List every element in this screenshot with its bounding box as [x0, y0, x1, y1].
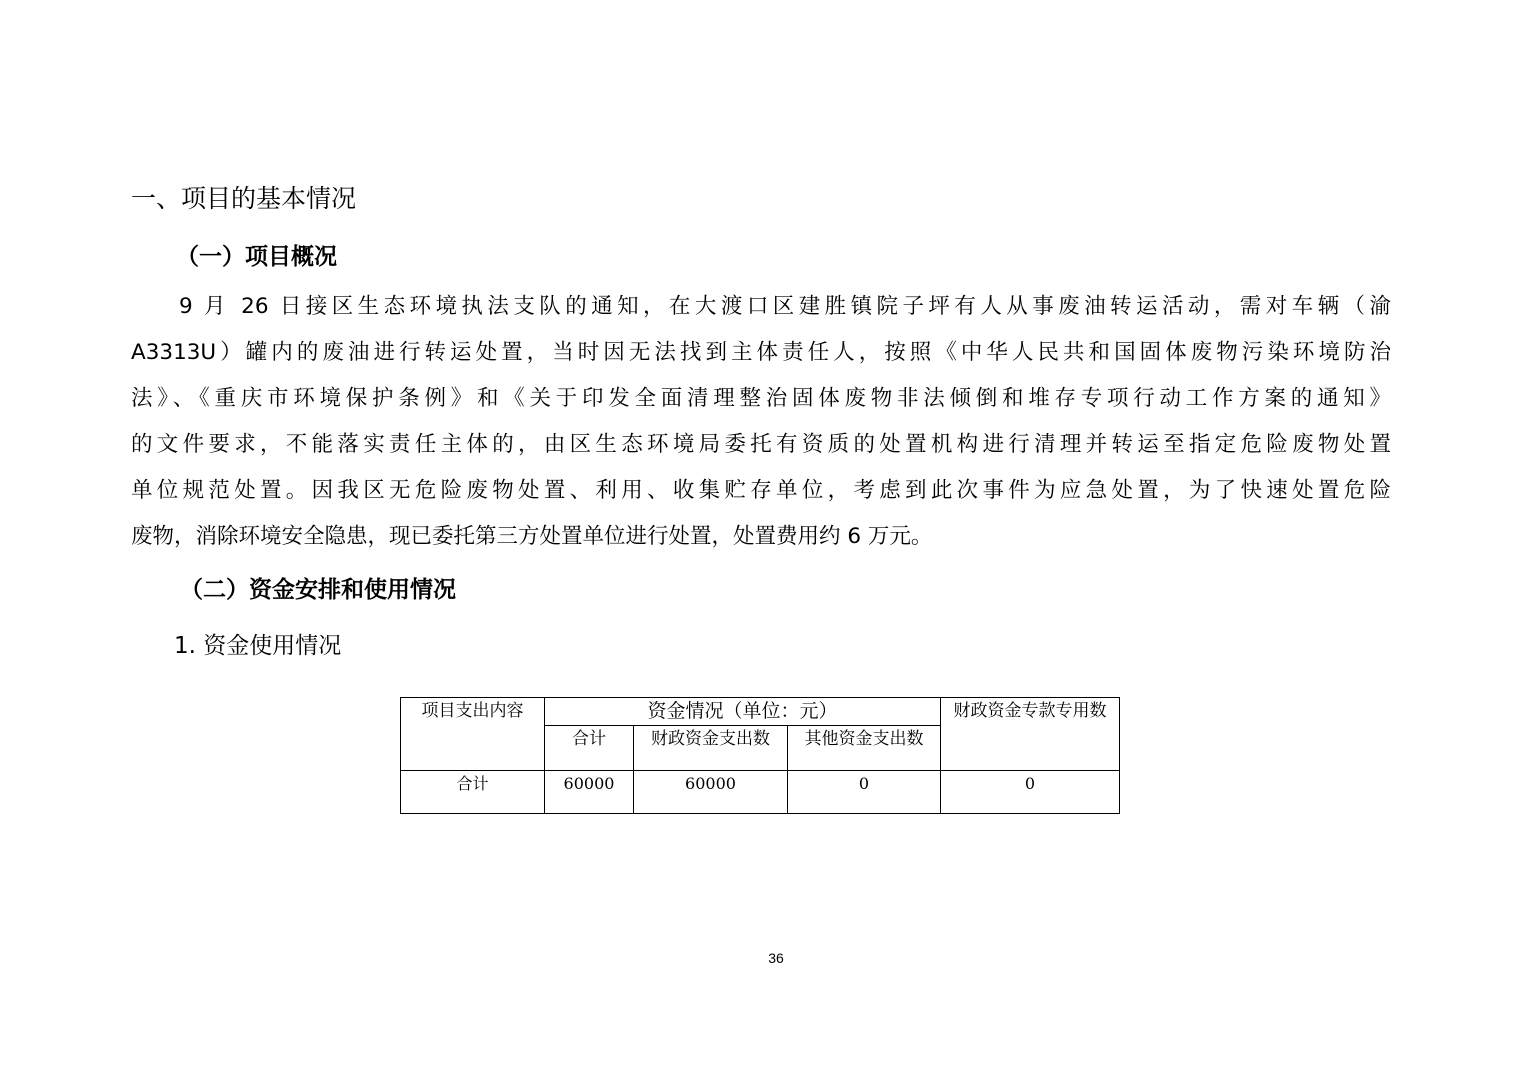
cell-other: 0: [788, 771, 941, 814]
cell-special: 0: [941, 771, 1120, 814]
paragraph-line: A3313U）罐内的废油进行转运处置，当时因无法找到主体责任人，按照《中华人民共和国固体废物污染环境防治: [131, 340, 1391, 365]
table-row: [401, 771, 1120, 814]
paragraph-line: 单位规范处置。因我区无危险废物处置、利用、收集贮存单位，考虑到此次事件为应急处置，为了快速处置危险: [131, 478, 1391, 503]
subsection-title-fund-usage: 1. 资金使用情况: [174, 633, 342, 659]
paragraph-line: 的文件要求，不能落实责任主体的，由区生态环境局委托有资质的处置机构进行清理并转运至指定危险废物处置: [131, 432, 1391, 457]
paragraph-line: 废物，消除环境安全隐患，现已委托第三方处置单位进行处置，处置费用约 6 万元。: [131, 524, 933, 549]
header-funds-situation: 资金情况（单位：元）: [545, 698, 941, 726]
subsection-title-overview: （一）项目概况: [176, 244, 337, 270]
cell-fiscal: 60000: [634, 771, 788, 814]
header-total: 合计: [545, 726, 634, 771]
header-fiscal-expenditure: 财政资金支出数: [634, 726, 788, 771]
fund-usage-table: [400, 697, 1120, 814]
table-header-row: [401, 698, 1120, 726]
paragraph-line: 9 月 26 日接区生态环境执法支队的通知，在大渡口区建胜镇院子坪有人从事废油转运活动，需对车辆（渝: [179, 294, 1391, 319]
overview-paragraph: [131, 288, 1391, 564]
header-special-funds: 财政资金专款专用数: [941, 698, 1120, 771]
cell-item: 合计: [401, 771, 545, 814]
page-number: 36: [768, 950, 784, 966]
section-title: 一、项目的基本情况: [131, 184, 357, 213]
subsection-title-funds: （二）资金安排和使用情况: [180, 577, 456, 603]
header-other-expenditure: 其他资金支出数: [788, 726, 941, 771]
cell-total: 60000: [545, 771, 634, 814]
paragraph-line: 法》、《重庆市环境保护条例》和《关于印发全面清理整治固体废物非法倾倒和堆存专项行动工作方案的通知》: [131, 386, 1391, 411]
header-project-content: 项目支出内容: [401, 698, 545, 771]
